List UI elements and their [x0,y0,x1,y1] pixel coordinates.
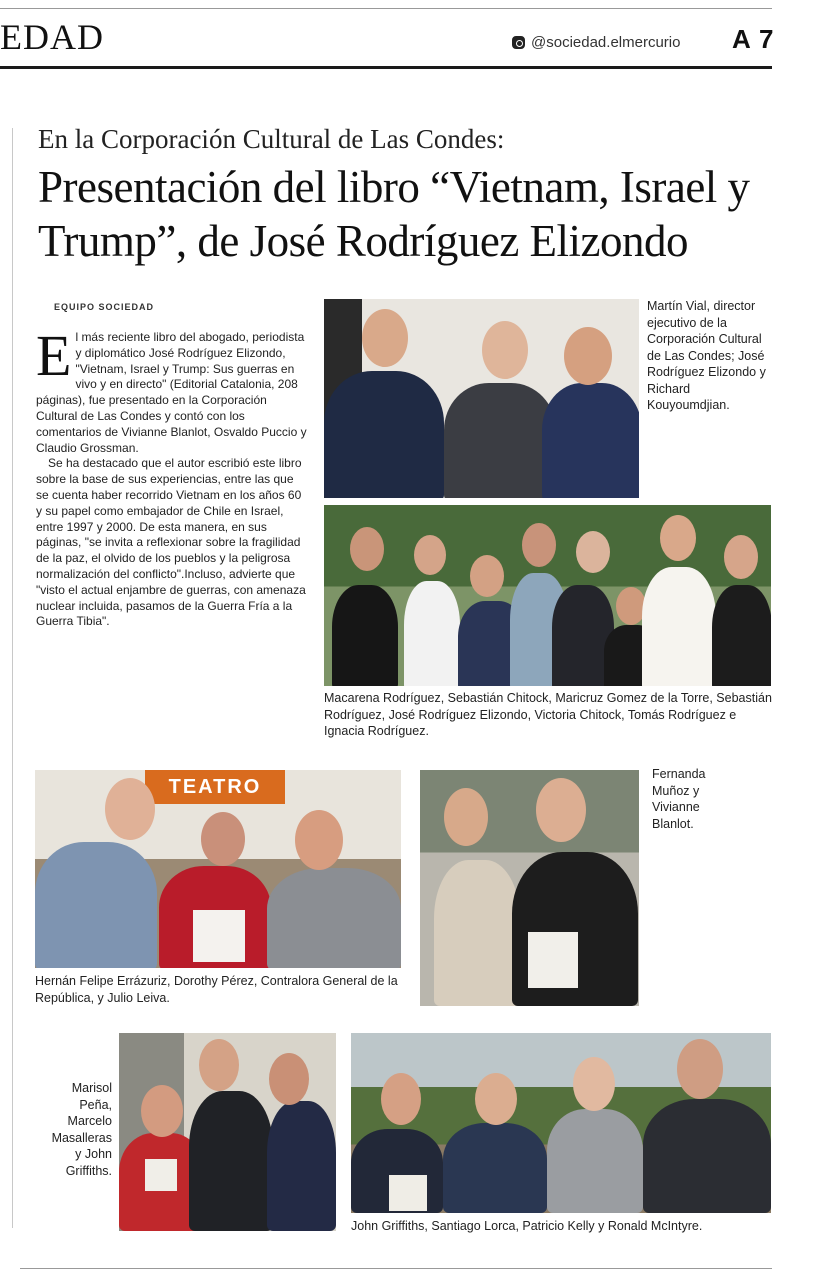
column-divider [12,128,13,1228]
top-rule [0,8,772,9]
photo-vial-rodriguez-kouyoumdjian [324,299,639,498]
caption-photo-6: John Griffiths, Santiago Lorca, Patricio Kelly y Ronald McIntyre. [351,1219,703,1233]
bottom-rule [20,1268,772,1269]
caption-photo-5: Marisol Peña, Marcelo Masalleras y John Griffiths. [51,1081,112,1178]
article-body [36,323,308,630]
section-title: EDAD [0,17,104,57]
social-handle[interactable] [512,34,680,51]
header-rule [0,66,772,69]
photo-pena-masalleras-griffiths [119,1033,336,1231]
instagram-icon [512,36,525,49]
photo-munoz-blanlot [420,770,639,1006]
photo-errazuriz-perez-leiva [35,770,401,968]
article-headline: Presentación del libro “Vietnam, Israel y Trump”, de José Rodríguez Elizondo [38,162,750,266]
teatro-sign: TEATRO [145,770,285,804]
paragraph-2: Se ha destacado que el autor escribió este libro sobre la base de sus experiencias, entre las que se cuenta haber recorrido Vietnam en los años 60 y su papel como embajador de Chile en Israel, entre 1997 y 2000. De esta manera, en sus páginas, "se invita a reflexionar sobre la fragilidad de la paz, el olvido de los pueblos y la peligrosa normalización del conflicto".Incluso, advierte que "visto el actual enjambre de guerras, con amenaza nuclear incluida, pasamos de la Guerra Fría a la Guerra Tibia". [36,456,306,629]
caption-photo-3: Hernán Felipe Errázuriz, Dorothy Pérez, Contralora General de la República, y Julio Leiva. [35,974,398,1005]
caption-photo-2: Macarena Rodríguez, Sebastián Chitock, Maricruz Gomez de la Torre, Sebastián Rodríguez, José Rodríguez Elizondo, Victoria Chitock, Tomás Rodríguez e Ignacia Rodríguez. [324,691,772,738]
drop-cap: E [36,323,72,388]
handle-text: @sociedad.elmercurio [531,34,681,51]
photo-griffiths-lorca-kelly-mcintyre [351,1033,771,1213]
caption-photo-1: Martín Vial, director ejecutivo de la Corporación Cultural de Las Condes; José Rodríguez Elizondo y Richard Kouyoumdjian. [647,299,766,412]
article-kicker: En la Corporación Cultural de Las Condes: [38,124,505,154]
paragraph-1: l más reciente libro del abogado, periodista y diplomático José Rodríguez Elizondo, "Vietnam, Israel y Trump: Sus guerras en vivo y en directo" (Editorial Catalonia, 208 páginas), fue presentado en la Corporación Cultural de Las Condes y contó con los comentarios de Vivianne Blanlot, Osvaldo Puccio y Claudio Grossman. [36,330,307,455]
photo-family-group [324,505,771,686]
caption-photo-4: Fernanda Muñoz y Vivianne Blanlot. [652,767,706,831]
page-number: A 7 [732,24,775,54]
article-byline: EQUIPO SOCIEDAD [54,302,155,312]
